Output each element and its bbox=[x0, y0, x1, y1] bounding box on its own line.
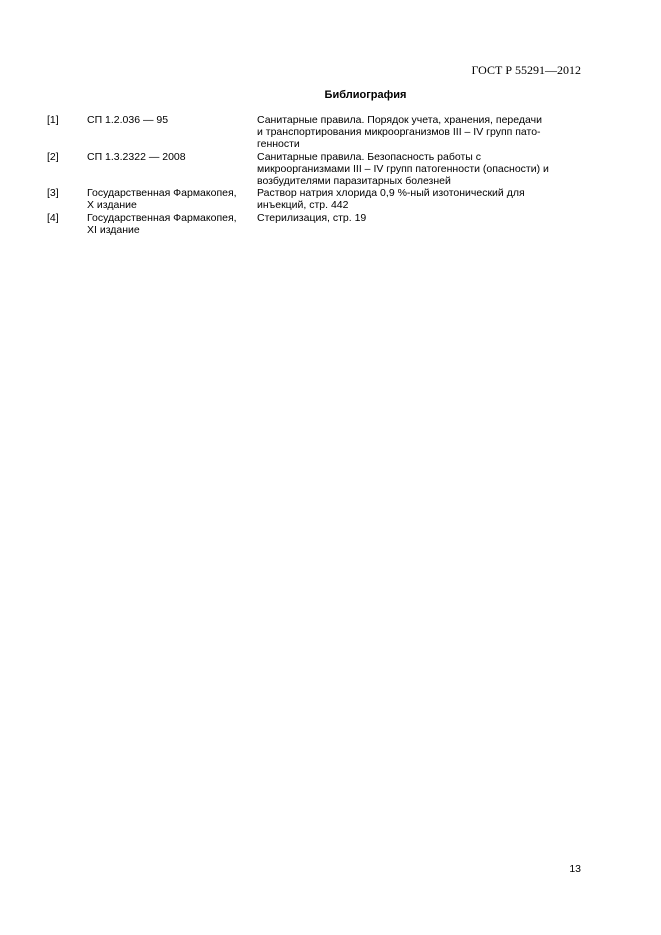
entry-source-line: Государственная Фармакопея, bbox=[87, 211, 237, 224]
entry-source-line: X издание bbox=[87, 199, 137, 212]
entry-description-line: инъекций, стр. 442 bbox=[257, 199, 349, 212]
entry-description-line: Раствор натрия хлорида 0,9 %-ный изотонический для bbox=[257, 187, 525, 200]
entry-description-line: Санитарные правила. Порядок учета, хранения, передачи bbox=[257, 114, 542, 126]
entry-source bbox=[87, 151, 257, 188]
entry-description-line: Стерилизация, стр. 19 bbox=[257, 211, 367, 224]
entry-description-line: возбудителями паразитарных болезней bbox=[257, 175, 451, 188]
entry-description bbox=[257, 151, 573, 188]
entry-number: [2] bbox=[47, 150, 59, 163]
entry-source bbox=[87, 212, 257, 236]
entry-number: [4] bbox=[47, 211, 59, 224]
entry-source bbox=[87, 187, 257, 211]
entry-description-line: генности bbox=[257, 138, 300, 151]
entry-description-line: и транспортирования микроорганизмов III – IV групп пато- bbox=[257, 126, 541, 139]
bibliography-entry bbox=[47, 212, 573, 236]
page-title: Библиография bbox=[324, 89, 407, 101]
bibliography-list bbox=[47, 114, 573, 236]
entry-source-line: XI издание bbox=[87, 223, 140, 236]
entry-source-line: СП 1.2.036 — 95 bbox=[87, 114, 169, 126]
bibliography-entry bbox=[47, 151, 573, 188]
entry-description bbox=[257, 212, 573, 236]
page-number: 13 bbox=[569, 863, 581, 875]
entry-source-line: СП 1.3.2322 — 2008 bbox=[87, 150, 186, 163]
entry-description bbox=[257, 187, 573, 211]
document-code-header: ГОСТ Р 55291—2012 bbox=[471, 63, 581, 77]
entry-number: [3] bbox=[47, 187, 59, 200]
entry-description-line: Санитарные правила. Безопасность работы с bbox=[257, 150, 482, 163]
entry-description-line: микроорганизмами III – IV групп патогенности (опасности) и bbox=[257, 162, 549, 175]
entry-number: [1] bbox=[47, 114, 59, 126]
bibliography-entry bbox=[47, 187, 573, 211]
entry-source-line: Государственная Фармакопея, bbox=[87, 187, 237, 200]
entry-source bbox=[87, 114, 257, 151]
bibliography-entry bbox=[47, 114, 573, 151]
entry-description bbox=[257, 114, 573, 151]
